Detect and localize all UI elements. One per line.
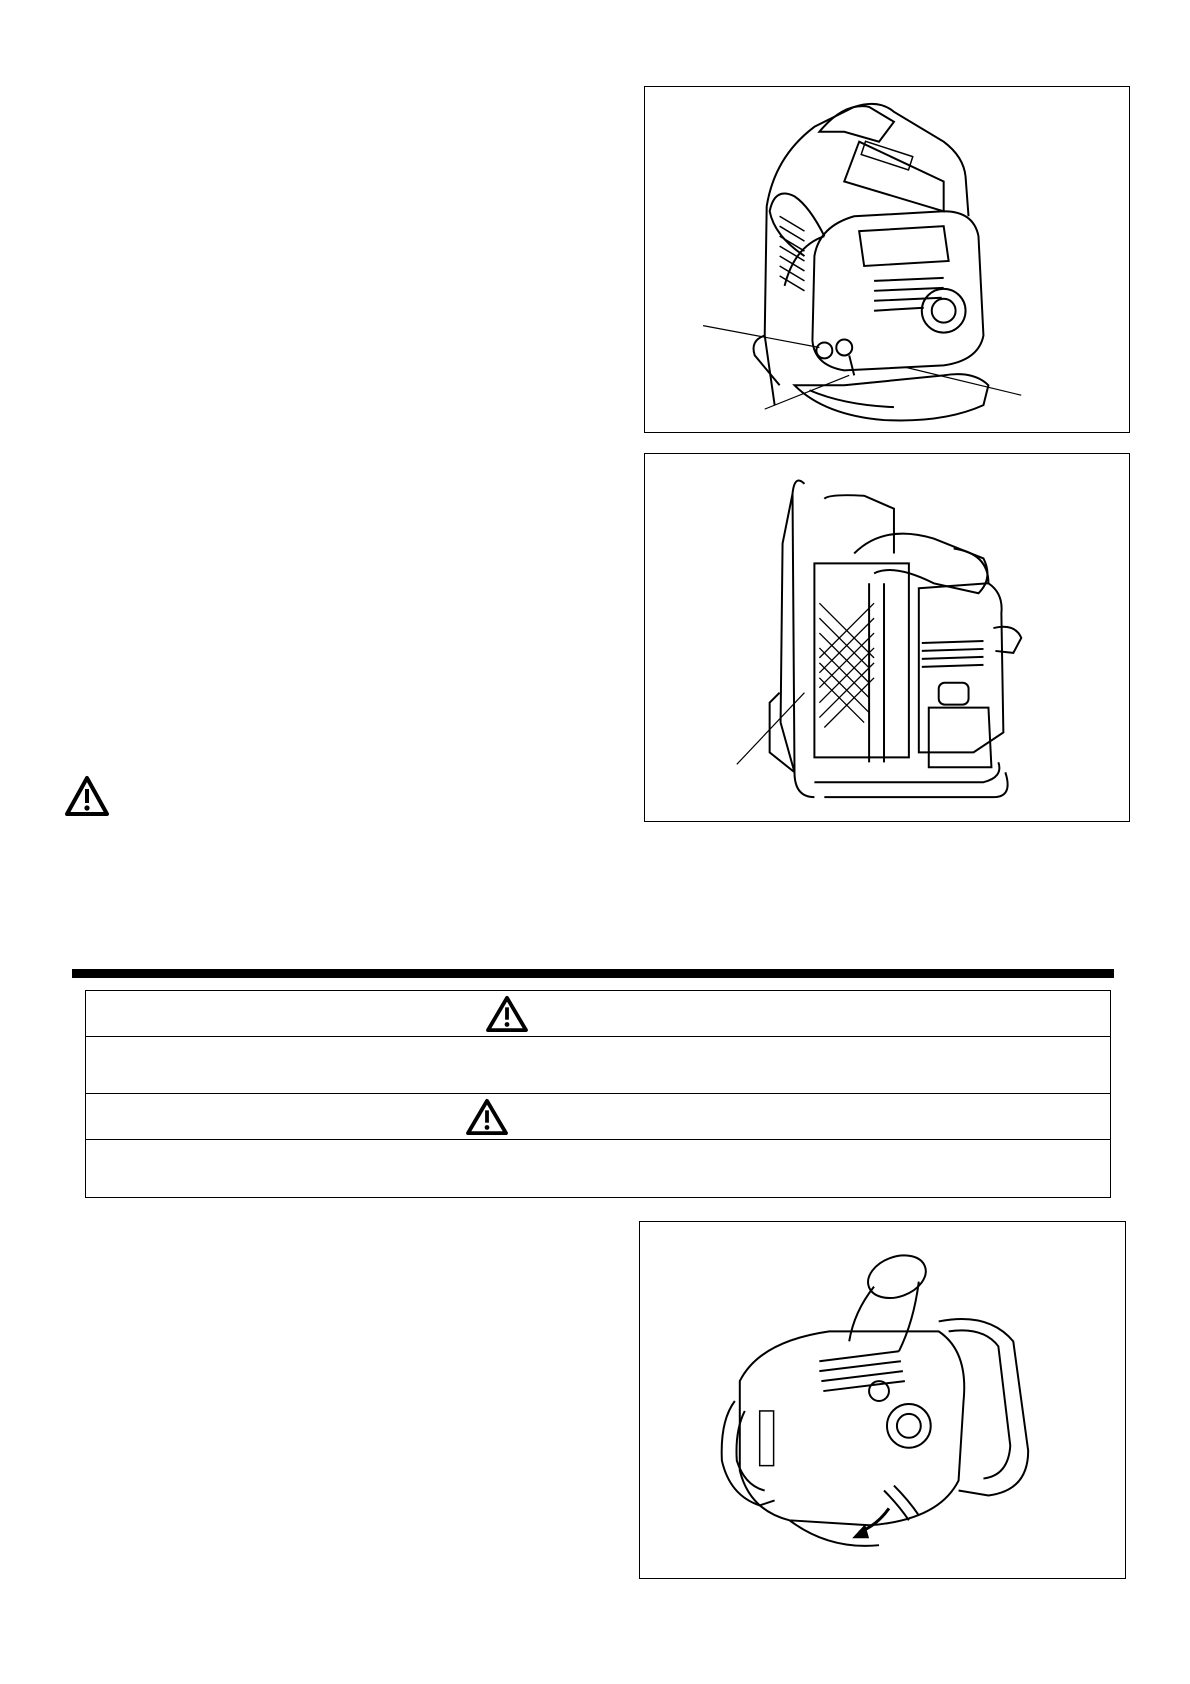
warning-triangle-icon (464, 1098, 510, 1136)
warning-header-row (86, 991, 1110, 1037)
figure-blower-tilted-view (639, 1221, 1126, 1579)
caution-header-row (86, 1094, 1110, 1140)
figure-blower-side-view (644, 453, 1130, 822)
warning-triangle-icon (64, 775, 110, 817)
blower-tilted-illustration (640, 1222, 1125, 1578)
warning-table (85, 990, 1111, 1198)
blower-rear-illustration (645, 87, 1129, 432)
section-divider (72, 969, 1114, 978)
blower-side-illustration (645, 454, 1129, 821)
warning-body-row (86, 1037, 1110, 1094)
caution-body-row (86, 1140, 1110, 1197)
figure-blower-rear-view (644, 86, 1130, 433)
warning-triangle-icon (484, 995, 530, 1033)
